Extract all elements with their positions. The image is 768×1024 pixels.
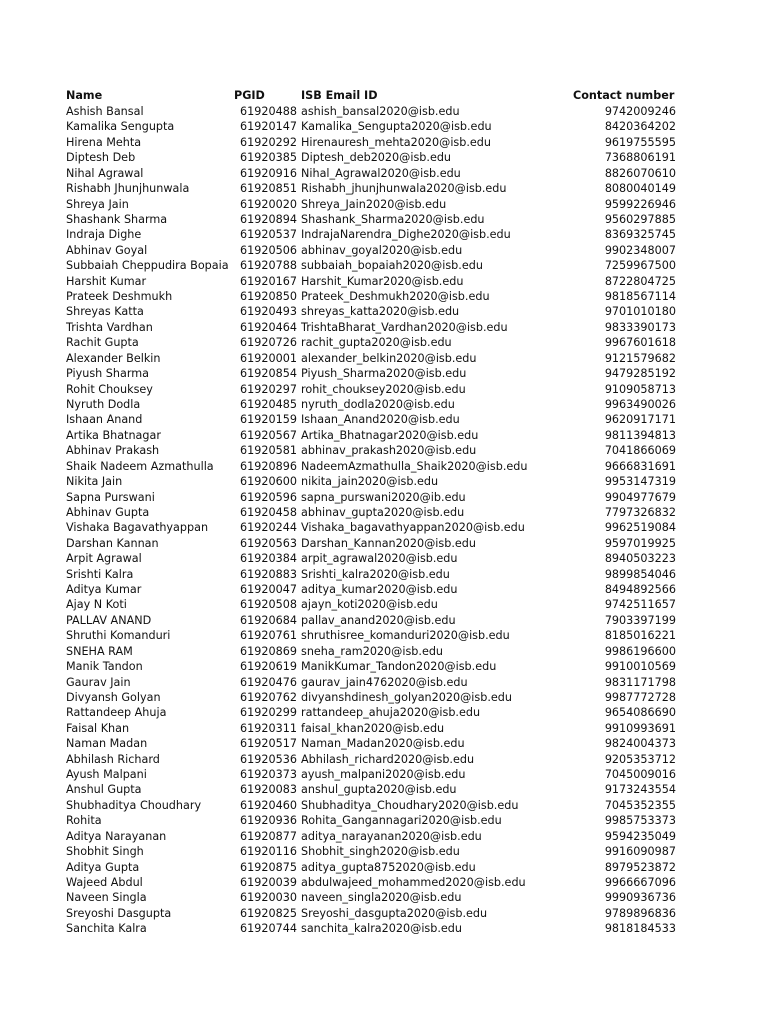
row-contact: 9963490026 bbox=[604, 397, 676, 411]
row-pgid: 61920581 bbox=[240, 444, 297, 458]
table-row bbox=[0, 644, 768, 660]
row-contact: 8369325745 bbox=[604, 228, 676, 242]
row-contact: 8420364202 bbox=[604, 120, 676, 134]
table-row bbox=[0, 798, 768, 814]
row-pgid: 61920460 bbox=[240, 798, 297, 812]
table-row bbox=[0, 212, 768, 228]
row-email: Shubhaditya_Choudhary2020@isb.edu bbox=[301, 798, 519, 812]
table-row bbox=[0, 551, 768, 567]
row-pgid: 61920596 bbox=[240, 490, 297, 504]
row-name: Srishti Kalra bbox=[66, 567, 134, 581]
row-name: Arpit Agrawal bbox=[66, 552, 142, 566]
row-pgid: 61920047 bbox=[240, 583, 297, 597]
row-contact: 9962519084 bbox=[604, 521, 676, 535]
table-row bbox=[0, 366, 768, 382]
row-email: aditya_gupta8752020@isb.edu bbox=[301, 860, 476, 874]
row-email: sapna_purswani2020@ib.edu bbox=[301, 490, 466, 504]
row-pgid: 61920458 bbox=[240, 505, 297, 519]
row-name: Faisal Khan bbox=[66, 721, 130, 735]
row-contact: 9742009246 bbox=[604, 105, 676, 118]
row-email: shreyas_katta2020@isb.edu bbox=[301, 305, 460, 319]
row-contact: 9910010569 bbox=[604, 660, 676, 674]
row-contact: 9953147319 bbox=[604, 475, 676, 489]
row-email: Diptesh_deb2020@isb.edu bbox=[301, 151, 452, 165]
row-pgid: 61920762 bbox=[240, 690, 297, 704]
row-contact: 9620917171 bbox=[604, 413, 676, 427]
row-email: Prateek_Deshmukh2020@isb.edu bbox=[301, 290, 490, 304]
row-name: Abhinav Goyal bbox=[66, 243, 148, 257]
row-contact: 9833390173 bbox=[604, 320, 676, 334]
row-name: Anshul Gupta bbox=[66, 783, 142, 797]
row-contact: 9910993691 bbox=[604, 721, 676, 735]
row-email: rohit_chouksey2020@isb.edu bbox=[301, 382, 466, 396]
row-name: Alexander Belkin bbox=[66, 351, 161, 365]
row-pgid: 61920039 bbox=[240, 876, 297, 889]
row-pgid: 61920506 bbox=[240, 243, 297, 257]
row-email: IndrajaNarendra_Dighe2020@isb.edu bbox=[301, 228, 511, 242]
table-row bbox=[0, 582, 768, 598]
row-contact: 9818184533 bbox=[604, 922, 676, 936]
row-email: divyanshdinesh_golyan2020@isb.edu bbox=[301, 690, 512, 704]
row-pgid: 61920116 bbox=[240, 845, 297, 859]
row-name: Abhilash Richard bbox=[66, 752, 160, 766]
row-email: abdulwajeed_mohammed2020@isb.edu bbox=[301, 876, 526, 889]
row-name: Shreya Jain bbox=[66, 197, 129, 211]
row-pgid: 61920384 bbox=[240, 552, 297, 566]
row-email: ayush_malpani2020@isb.edu bbox=[301, 768, 466, 782]
row-name: Shobhit Singh bbox=[66, 845, 144, 859]
row-email: TrishtaBharat_Vardhan2020@isb.edu bbox=[301, 320, 508, 334]
row-pgid: 61920159 bbox=[240, 413, 297, 427]
row-name: Kamalika Sengupta bbox=[66, 120, 175, 134]
table-row bbox=[0, 628, 768, 644]
table-row bbox=[0, 181, 768, 197]
row-email: Hirenauresh_mehta2020@isb.edu bbox=[301, 135, 491, 149]
row-name: Rachit Gupta bbox=[66, 336, 139, 350]
header-row bbox=[0, 88, 768, 104]
row-name: Rattandeep Ahuja bbox=[66, 706, 167, 720]
row-email: faisal_khan2020@isb.edu bbox=[301, 721, 445, 735]
header-name: Name bbox=[66, 89, 103, 102]
row-contact: 9597019925 bbox=[604, 536, 676, 550]
row-pgid: 61920537 bbox=[240, 228, 297, 242]
row-pgid: 61920292 bbox=[240, 135, 297, 149]
row-name: Shaik Nadeem Azmathulla bbox=[66, 459, 214, 473]
row-pgid: 61920854 bbox=[240, 367, 297, 381]
table-row bbox=[0, 782, 768, 798]
row-contact: 9902348007 bbox=[604, 243, 676, 257]
row-email: ManikKumar_Tandon2020@isb.edu bbox=[301, 660, 497, 674]
row-email: Sreyoshi_dasgupta2020@isb.edu bbox=[301, 906, 488, 920]
row-name: Naman Madan bbox=[66, 737, 148, 751]
table-row bbox=[0, 505, 768, 521]
table-row bbox=[0, 767, 768, 783]
row-name: Shruthi Komanduri bbox=[66, 629, 171, 643]
row-pgid: 61920600 bbox=[240, 475, 297, 489]
table-row bbox=[0, 258, 768, 274]
row-name: Abhinav Prakash bbox=[66, 444, 160, 458]
row-contact: 9990936736 bbox=[604, 891, 676, 905]
row-email: Shashank_Sharma2020@isb.edu bbox=[301, 212, 485, 226]
row-contact: 9986196600 bbox=[604, 644, 676, 658]
row-name: Rishabh Jhunjhunwala bbox=[66, 182, 190, 196]
table-row bbox=[0, 474, 768, 490]
row-pgid: 61920311 bbox=[240, 721, 297, 735]
row-name: Aditya Kumar bbox=[66, 583, 142, 597]
row-name: Abhinav Gupta bbox=[66, 505, 150, 519]
row-pgid: 61920167 bbox=[240, 274, 297, 288]
row-pgid: 61920299 bbox=[240, 706, 297, 720]
row-pgid: 61920464 bbox=[240, 320, 297, 334]
row-pgid: 61920567 bbox=[240, 428, 297, 442]
row-pgid: 61920488 bbox=[240, 105, 297, 118]
row-pgid: 61920493 bbox=[240, 305, 297, 319]
row-pgid: 61920020 bbox=[240, 197, 297, 211]
row-email: naveen_singla2020@isb.edu bbox=[301, 891, 462, 905]
row-contact: 9599226946 bbox=[604, 197, 676, 211]
row-name: Gaurav Jain bbox=[66, 675, 131, 689]
row-contact: 7041866069 bbox=[604, 444, 676, 458]
row-contact: 8494892566 bbox=[604, 583, 676, 597]
row-email: Kamalika_Sengupta2020@isb.edu bbox=[301, 120, 492, 134]
header-contact: Contact number bbox=[573, 89, 675, 102]
table-row bbox=[0, 752, 768, 768]
table-row bbox=[0, 490, 768, 506]
row-contact: 7045009016 bbox=[604, 768, 676, 782]
row-email: Ishaan_Anand2020@isb.edu bbox=[301, 413, 460, 427]
row-name: Nyruth Dodla bbox=[66, 397, 141, 411]
row-pgid: 61920030 bbox=[240, 891, 297, 905]
row-contact: 9811394813 bbox=[604, 428, 676, 442]
table-row bbox=[0, 443, 768, 459]
row-contact: 9109058713 bbox=[604, 382, 676, 396]
row-contact: 9560297885 bbox=[604, 212, 676, 226]
row-pgid: 61920517 bbox=[240, 737, 297, 751]
row-email: nikita_jain2020@isb.edu bbox=[301, 475, 439, 489]
row-contact: 8979523872 bbox=[604, 860, 676, 874]
row-email: shruthisree_komanduri2020@isb.edu bbox=[301, 629, 510, 643]
row-contact: 9824004373 bbox=[604, 737, 676, 751]
row-pgid: 61920508 bbox=[240, 598, 297, 612]
table-row bbox=[0, 921, 768, 937]
row-name: Ashish Bansal bbox=[66, 105, 144, 118]
row-contact: 9789896836 bbox=[604, 906, 676, 920]
row-name: Aditya Gupta bbox=[66, 860, 140, 874]
row-email: aditya_kumar2020@isb.edu bbox=[301, 583, 458, 597]
table-row bbox=[0, 520, 768, 536]
row-pgid: 61920619 bbox=[240, 660, 297, 674]
table-row bbox=[0, 274, 768, 290]
row-pgid: 61920684 bbox=[240, 613, 297, 627]
row-email: rattandeep_ahuja2020@isb.edu bbox=[301, 706, 481, 720]
row-email: Artika_Bhatnagar2020@isb.edu bbox=[301, 428, 479, 442]
row-contact: 9205353712 bbox=[604, 752, 676, 766]
row-pgid: 61920761 bbox=[240, 629, 297, 643]
row-name: Trishta Vardhan bbox=[66, 320, 153, 334]
row-pgid: 61920485 bbox=[240, 397, 297, 411]
row-pgid: 61920563 bbox=[240, 536, 297, 550]
row-pgid: 61920244 bbox=[240, 521, 297, 535]
row-email: anshul_gupta2020@isb.edu bbox=[301, 783, 457, 797]
row-pgid: 61920894 bbox=[240, 212, 297, 226]
table-row bbox=[0, 536, 768, 552]
row-contact: 9831171798 bbox=[604, 675, 676, 689]
row-name: Ayush Malpani bbox=[66, 768, 147, 782]
row-email: sneha_ram2020@isb.edu bbox=[301, 644, 444, 658]
row-email: abhinav_prakash2020@isb.edu bbox=[301, 444, 477, 458]
row-name: Artika Bhatnagar bbox=[66, 428, 161, 442]
row-contact: 7903397199 bbox=[604, 613, 676, 627]
row-email: Harshit_Kumar2020@isb.edu bbox=[301, 274, 464, 288]
row-name: Piyush Sharma bbox=[66, 367, 149, 381]
table-row bbox=[0, 382, 768, 398]
row-pgid: 61920744 bbox=[240, 922, 297, 936]
row-contact: 9479285192 bbox=[604, 367, 676, 381]
row-email: Srishti_kalra2020@isb.edu bbox=[301, 567, 450, 581]
row-name: Sapna Purswani bbox=[66, 490, 155, 504]
row-name: Darshan Kannan bbox=[66, 536, 159, 550]
row-name: Rohit Chouksey bbox=[66, 382, 153, 396]
table-row bbox=[0, 597, 768, 613]
row-contact: 8185016221 bbox=[604, 629, 676, 643]
table-row bbox=[0, 721, 768, 737]
row-email: ashish_bansal2020@isb.edu bbox=[301, 105, 460, 118]
row-contact: 7797326832 bbox=[604, 505, 676, 519]
table-row bbox=[0, 459, 768, 475]
row-contact: 8826070610 bbox=[604, 166, 676, 180]
row-name: Sreyoshi Dasgupta bbox=[66, 906, 172, 920]
row-email: Piyush_Sharma2020@isb.edu bbox=[301, 367, 467, 381]
row-name: Wajeed Abdul bbox=[66, 876, 143, 889]
row-email: abhinav_goyal2020@isb.edu bbox=[301, 243, 463, 257]
row-pgid: 61920851 bbox=[240, 182, 297, 196]
row-contact: 9619755595 bbox=[604, 135, 676, 149]
row-contact: 8722804725 bbox=[604, 274, 676, 288]
row-name: Shreyas Katta bbox=[66, 305, 144, 319]
row-contact: 9818567114 bbox=[604, 290, 676, 304]
row-contact: 9967601618 bbox=[604, 336, 676, 350]
row-pgid: 61920147 bbox=[240, 120, 297, 134]
table-row bbox=[0, 335, 768, 351]
row-pgid: 61920869 bbox=[240, 644, 297, 658]
row-email: Shreya_Jain2020@isb.edu bbox=[301, 197, 447, 211]
row-contact: 9121579682 bbox=[604, 351, 676, 365]
row-email: alexander_belkin2020@isb.edu bbox=[301, 351, 477, 365]
row-name: Aditya Narayanan bbox=[66, 829, 167, 843]
row-pgid: 61920875 bbox=[240, 860, 297, 874]
table-row bbox=[0, 736, 768, 752]
table-row bbox=[0, 613, 768, 629]
row-contact: 9899854046 bbox=[604, 567, 676, 581]
table-row bbox=[0, 890, 768, 906]
row-email: Rohita_Gangannagari2020@isb.edu bbox=[301, 814, 502, 828]
table-row bbox=[0, 659, 768, 675]
row-pgid: 61920726 bbox=[240, 336, 297, 350]
row-pgid: 61920001 bbox=[240, 351, 297, 365]
row-contact: 9904977679 bbox=[604, 490, 676, 504]
row-pgid: 61920536 bbox=[240, 752, 297, 766]
table-row bbox=[0, 104, 768, 120]
table-row bbox=[0, 135, 768, 151]
row-name: Sanchita Kalra bbox=[66, 922, 147, 936]
table-row bbox=[0, 860, 768, 876]
row-email: NadeemAzmathulla_Shaik2020@isb.edu bbox=[301, 459, 528, 473]
row-email: Vishaka_bagavathyappan2020@isb.edu bbox=[301, 521, 525, 535]
table-row bbox=[0, 289, 768, 305]
table-row bbox=[0, 690, 768, 706]
row-email: aditya_narayanan2020@isb.edu bbox=[301, 829, 482, 843]
row-name: PALLAV ANAND bbox=[66, 613, 152, 627]
table-row bbox=[0, 675, 768, 691]
table-row bbox=[0, 906, 768, 922]
row-email: Shobhit_singh2020@isb.edu bbox=[301, 845, 460, 859]
row-pgid: 61920825 bbox=[240, 906, 297, 920]
row-contact: 9985753373 bbox=[604, 814, 676, 828]
table-row bbox=[0, 119, 768, 135]
row-contact: 7045352355 bbox=[604, 798, 676, 812]
row-email: Naman_Madan2020@isb.edu bbox=[301, 737, 465, 751]
row-contact: 9966667096 bbox=[604, 876, 676, 889]
table-row bbox=[0, 412, 768, 428]
row-email: gaurav_jain4762020@isb.edu bbox=[301, 675, 468, 689]
row-pgid: 61920788 bbox=[240, 259, 297, 273]
row-contact: 9173243554 bbox=[604, 783, 676, 797]
row-name: Naveen Singla bbox=[66, 891, 147, 905]
row-email: abhinav_gupta2020@isb.edu bbox=[301, 505, 465, 519]
row-name: Ajay N Koti bbox=[66, 598, 127, 612]
row-contact: 8940503223 bbox=[604, 552, 676, 566]
row-contact: 9701010180 bbox=[604, 305, 676, 319]
row-name: Shashank Sharma bbox=[66, 212, 168, 226]
table-row bbox=[0, 428, 768, 444]
row-pgid: 61920896 bbox=[240, 459, 297, 473]
table-row bbox=[0, 351, 768, 367]
table-row bbox=[0, 705, 768, 721]
row-contact: 7368806191 bbox=[604, 151, 676, 165]
table-row bbox=[0, 197, 768, 213]
table-row bbox=[0, 829, 768, 845]
row-pgid: 61920385 bbox=[240, 151, 297, 165]
row-email: arpit_agrawal2020@isb.edu bbox=[301, 552, 458, 566]
row-pgid: 61920083 bbox=[240, 783, 297, 797]
table-row bbox=[0, 227, 768, 243]
row-name: Hirena Mehta bbox=[66, 135, 142, 149]
row-name: Diptesh Deb bbox=[66, 151, 136, 165]
row-name: Ishaan Anand bbox=[66, 413, 143, 427]
row-name: Harshit Kumar bbox=[66, 274, 147, 288]
table-row bbox=[0, 813, 768, 829]
row-contact: 9594235049 bbox=[604, 829, 676, 843]
row-name: Manik Tandon bbox=[66, 660, 143, 674]
header-pgid: PGID bbox=[234, 89, 265, 102]
row-name: Subbaiah Cheppudira Bopaia bbox=[66, 259, 229, 273]
table-row bbox=[0, 567, 768, 583]
row-email: Darshan_Kannan2020@isb.edu bbox=[301, 536, 476, 550]
row-email: sanchita_kalra2020@isb.edu bbox=[301, 922, 462, 936]
row-pgid: 61920850 bbox=[240, 290, 297, 304]
row-pgid: 61920883 bbox=[240, 567, 297, 581]
table-row bbox=[0, 320, 768, 336]
row-contact: 9916090987 bbox=[604, 845, 676, 859]
row-name: Shubhaditya Choudhary bbox=[66, 798, 202, 812]
row-name: Nikita Jain bbox=[66, 475, 123, 489]
row-pgid: 61920877 bbox=[240, 829, 297, 843]
row-contact: 9987772728 bbox=[604, 690, 676, 704]
table-row bbox=[0, 243, 768, 259]
row-contact: 7259967500 bbox=[604, 259, 676, 273]
row-name: Prateek Deshmukh bbox=[66, 290, 173, 304]
row-name: Vishaka Bagavathyappan bbox=[66, 521, 209, 535]
row-pgid: 61920297 bbox=[240, 382, 297, 396]
row-email: Nihal_Agrawal2020@isb.edu bbox=[301, 166, 461, 180]
row-email: nyruth_dodla2020@isb.edu bbox=[301, 397, 455, 411]
row-email: pallav_anand2020@isb.edu bbox=[301, 613, 456, 627]
row-pgid: 61920373 bbox=[240, 768, 297, 782]
row-name: SNEHA RAM bbox=[66, 644, 133, 658]
row-email: Abhilash_richard2020@isb.edu bbox=[301, 752, 475, 766]
header-email: ISB Email ID bbox=[301, 89, 378, 102]
row-email: Rishabh_jhunjhunwala2020@isb.edu bbox=[301, 182, 507, 196]
table-row bbox=[0, 166, 768, 182]
row-contact: 9742511657 bbox=[604, 598, 676, 612]
row-name: Nihal Agrawal bbox=[66, 166, 144, 180]
row-pgid: 61920936 bbox=[240, 814, 297, 828]
row-contact: 9654086690 bbox=[604, 706, 676, 720]
table-row bbox=[0, 397, 768, 413]
row-name: Divyansh Golyan bbox=[66, 690, 161, 704]
row-email: subbaiah_bopaiah2020@isb.edu bbox=[301, 259, 483, 273]
row-name: Indraja Dighe bbox=[66, 228, 142, 242]
table-row bbox=[0, 844, 768, 860]
row-pgid: 61920916 bbox=[240, 166, 297, 180]
row-pgid: 61920476 bbox=[240, 675, 297, 689]
row-email: ajayn_koti2020@isb.edu bbox=[301, 598, 438, 612]
table-row bbox=[0, 875, 768, 891]
row-email: rachit_gupta2020@isb.edu bbox=[301, 336, 452, 350]
row-contact: 9666831691 bbox=[604, 459, 676, 473]
row-name: Rohita bbox=[66, 814, 102, 828]
table-row bbox=[0, 304, 768, 320]
table-row bbox=[0, 150, 768, 166]
row-contact: 8080040149 bbox=[604, 182, 676, 196]
